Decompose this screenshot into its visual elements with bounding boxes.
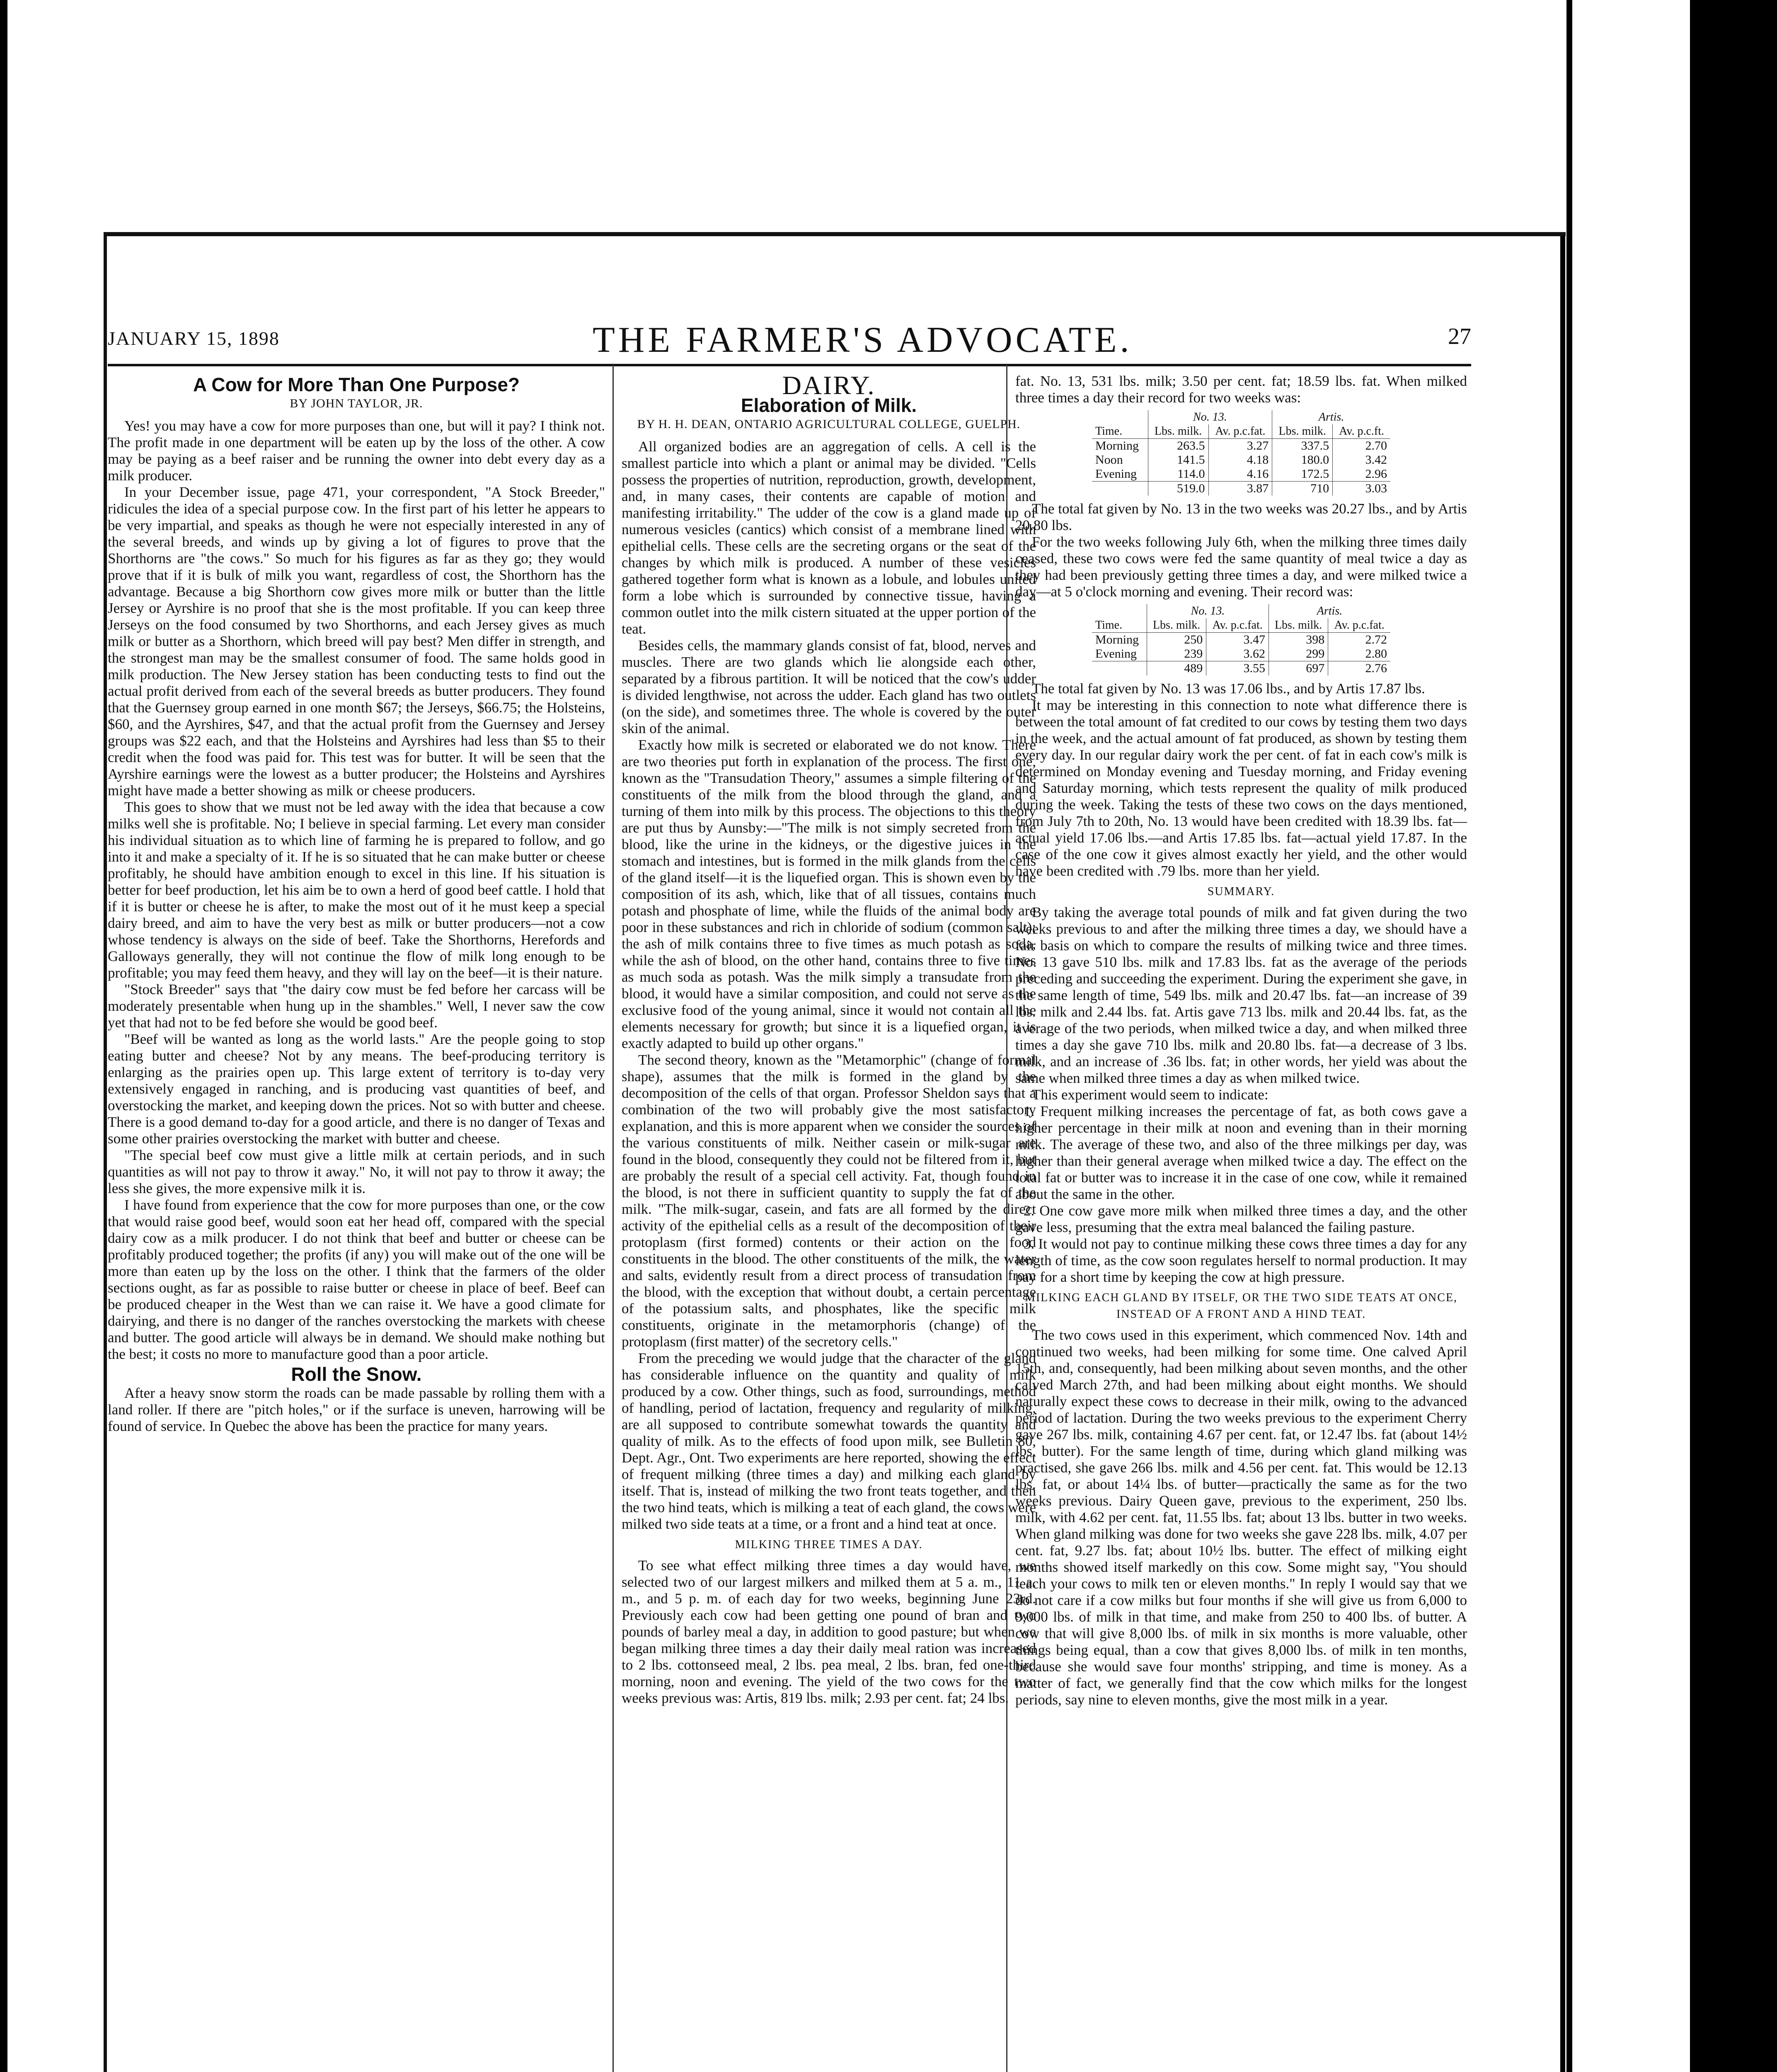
scan-edge-right	[1690, 0, 1777, 2072]
table-header: Time.	[1092, 618, 1147, 633]
masthead	[108, 315, 1471, 365]
table-header: Av. p.c.fat.	[1208, 424, 1272, 439]
table-row: Evening 239 3.62 299 2.80	[1092, 647, 1390, 661]
column-2	[622, 370, 1036, 1706]
paragraph: To see what effect milking three times a day would have, we selected two of our largest milkers and milked them at 5 a. m., 11 a. m., and 5 p. m. of each day for two weeks, beginning June 23rd. Previously each cow had been getting one pound of bran and two pounds of barley meal a day, in addition to good pasture; but when we began milking three times a day their daily meal ration was increased to 2 lbs. cottonseed meal, 2 lbs. pea meal, 2 lbs. bran, fed one-third morning, noon and evening. The yield of the two cows for the two weeks previous was: Artis, 819 lbs. milk; 2.93 per cent. fat; 24 lbs.	[622, 1557, 1036, 1706]
table-total-row: 519.0 3.87 710 3.03	[1092, 482, 1390, 496]
column-3	[1015, 373, 1467, 1708]
table-header: Av. p.c.ft.	[1333, 424, 1390, 439]
paragraph: "Beef will be wanted as long as the world lasts." Are the people going to stop eating butter and cheese? Not by any means. The beef-producing territory is enlarging as the prairies open up. This large extent of territory is to-day very extensively engaged in ranching, and is producing vast quantities of beef, and overstocking the market, and keeping down the prices. Not so with butter and cheese. There is a good demand to-day for a good article, and there is no danger of Texas and some other prairies overstocking the market with butter and cheese.	[108, 1031, 605, 1147]
cow-label: Artis.	[1269, 604, 1391, 618]
table-row: Morning 250 3.47 398 2.72	[1092, 633, 1390, 647]
paragraph: The second theory, known as the "Metamorphic" (change of formal shape), assumes that the milk is formed in the gland by the decomposition of the cells of that organ. Professor Sheldon says that a combination of the two will probably give the most satisfactory explanation, and this is more apparent when we consider the sources of the various constituents of milk. Neither casein or milk-sugar are found in the blood, consequently they could not be filtered from it, but are probably the result of a special cell activity. Fat, though found in the blood, is not there in sufficient quantity to supply the fat of the milk. "The milk-sugar, casein, and fats are all formed by the direct activity of the epithelial cells as a result of the decomposition of their protoplasm (first formed) contents or their action on the food constituents in the blood. The other constituents of the milk, the water and salts, evidently result from a direct process of transudation from the blood, with the exception that without doubt, a certain percentage of the potassium salts, and phosphates, like the specific milk constituents, originate in the metamorphoris (change) of the protoplasm (first matter) of the secretory cells."	[622, 1052, 1036, 1350]
newspaper-title: THE FARMER'S ADVOCATE.	[593, 320, 1133, 360]
column-1	[108, 373, 605, 1435]
paragraph: "Stock Breeder" says that "the dairy cow must be fed before her carcass will be moderately presentable when hung up in the shambles." Well, I never saw the cow yet that had not to be fed before she would be good beef.	[108, 981, 605, 1031]
article-byline: BY JOHN TAYLOR, JR.	[290, 397, 423, 410]
table-header: Lbs. milk.	[1269, 618, 1328, 633]
cow-label: No. 13.	[1147, 604, 1269, 618]
paragraph: This goes to show that we must not be led away with the idea that because a cow milks well she is profitable. No; I believe in special farming. Let every man consider his individual situation as to which line of farming he is prepared to follow, and go into it and make a specialty of it. If he is so situated that he can make butter or cheese profitably, he should have ambition enough to excel in this line. If his situation is better for beef production, let his aim be to own a herd of good beef cattle. I hold that if it is butter or cheese he is after, to make the most out of it he must keep a special dairy breed, and aim to have the very best as milk or butter producers—not a cow whose tendency is always on the side of beef. Take the Shorthorns, Herefords and Galloways generally, they will not continue the flow of milk long enough to be profitable; you may feed them heavy, and they will lay on the beef—it is their nature.	[108, 799, 605, 981]
table-header: Time.	[1092, 424, 1148, 439]
subheading: MILKING EACH GLAND BY ITSELF, OR THE TWO SIDE TEATS AT ONCE, INSTEAD OF A FRONT AND A HIND TEAT.	[1024, 1291, 1458, 1321]
paragraph: All organized bodies are an aggregation of cells. A cell is the smallest particle into which a plant or animal may be divided. "Cells possess the properties of nutrition, reproduction, growth, development, and, in many cases, their contents are capable of motion and manifesting irritability." The udder of the cow is a gland made up of numerous vesicles (cantics) which consist of a membrane lined with epithelial cells. These cells are the secreting organs or the seat of the changes by which milk is produced. A number of these vesicles gathered together form what is known as a lobule, and lobules united form a lobe which is surrounded by connective tissue, having a common outlet into the milk cistern situated at the upper portion of the teat.	[622, 438, 1036, 637]
table-total-row: 489 3.55 697 2.76	[1092, 661, 1390, 676]
paragraph: I have found from experience that the cow for more purposes than one, or the cow that would raise good beef, would soon eat her head off, compared with the special dairy cow as a milk producer. I do not think that beef and butter or cheese can be profitably produced together; the profits (if any) you will make out of the one will be more than eaten up by the loss on the other. I think that the farmers of the older sections ought, as far as possible to raise butter or cheese in place of beef. Beef can be produced cheaper in the West than we can raise it. We have a good climate for dairying, and there is no danger of the ranches overstocking the markets with cheese and butter. The good article will always be in demand. We should make nothing but the best; it costs no more to manufacture good than a poor article.	[108, 1197, 605, 1362]
table-header: Lbs. milk.	[1147, 618, 1206, 633]
table-row: Noon 141.5 4.18 180.0 3.42	[1092, 453, 1390, 467]
cow-label: Artis.	[1272, 410, 1390, 424]
paragraph: For the two weeks following July 6th, when the milking three times daily ceased, these two cows were fed the same quantity of meal twice a day as they had been previously getting three times a day, and were milked twice a day—at 5 o'clock morning and evening. Their record was:	[1015, 534, 1467, 600]
scan-gutter-line	[1566, 0, 1572, 2072]
table-row: Morning 263.5 3.27 337.5 2.70	[1092, 439, 1390, 453]
subheading: SUMMARY.	[1207, 885, 1275, 898]
article-title: Elaboration of Milk.	[741, 395, 917, 416]
record-table-two-milkings	[1092, 604, 1390, 675]
findings-list	[1015, 1103, 1467, 1285]
list-item: 3. It would not pay to continue milking these cows three times a day for any length of time, as the cow soon regulates herself to normal production. It may pay for a short time by keeping the cow at high pressure.	[1015, 1236, 1467, 1285]
article-byline: BY H. H. DEAN, ONTARIO AGRICULTURAL COLLEGE, GUELPH.	[637, 417, 1021, 431]
list-item: 1. Frequent milking increases the percentage of fat, as both cows gave a higher percentage in their milk at noon and evening than in their morning milk. The average of these two, and also of the three milkings per day, was higher than their general average when milked twice a day. The effect on the total fat or butter was to increase it in the case of one cow, while it remained about the same in the other.	[1015, 1103, 1467, 1202]
paragraph: The two cows used in this experiment, which commenced Nov. 14th and continued two weeks, had been milking for some time. One calved April 15th, and, consequently, had been milking about seven months, and the other calved March 27th, and had been milking about eight months. We should naturally expect these cows to decrease in their milk, owing to the advanced period of lactation. During the two weeks previous to the experiment Cherry gave 267 lbs. milk, containing 4.67 per cent. fat, or 12.47 lbs. fat (about 14½ lbs. butter). For the same length of time, during which gland milking was practised, she gave 266 lbs. milk and 4.56 per cent. fat. This would be 12.13 lbs. fat, or about 14¼ lbs. of butter—practically the same as for the two weeks previous. Dairy Queen gave, previous to the experiment, 250 lbs. milk, with 4.62 per cent. fat, 11.55 lbs. fat; about 13 lbs. butter in two weeks. When gland milking was done for two weeks she gave 228 lbs. milk, 4.07 per cent. fat, 9.27 lbs. fat; about 10½ lbs. butter. The effect of milking eight months showed itself markedly on this cow. Some might say, "You should teach your cows to milk ten or eleven months." In reply I would say that we do not care if a cow milks but four months if she will give us from 6,000 to 9,000 lbs. of milk in that time, and make from 250 to 400 lbs. of butter. A cow that will give 8,000 lbs. of milk in six months is more valuable, other things being equal, than a cow that gives 8,000 lbs. of milk in ten months, because she would save four months' stripping, and time is money. As a matter of fact, we generally find that the cow which milks for the longest periods, say nine to eleven months, give the most milk in a year.	[1015, 1327, 1467, 1708]
paragraph: Besides cells, the mammary glands consist of fat, blood, nerves and muscles. There are two glands which lie alongside each other, separated by a fibrous partition. It will be noticed that the cow's udder is divided lengthwise, not across the udder. Each gland has two outlets (on the side), and sometimes three. The whole is covered by the outer skin of the animal.	[622, 637, 1036, 736]
table-row: Evening 114.0 4.16 172.5 2.96	[1092, 467, 1390, 482]
record-table-three-milkings	[1092, 410, 1390, 496]
column-rule-1	[613, 365, 614, 2072]
table-header: Av. p.c.fat.	[1328, 618, 1390, 633]
issue-date: JANUARY 15, 1898	[108, 328, 280, 349]
article-title: A Cow for More Than One Purpose?	[193, 374, 520, 395]
paragraph: It may be interesting in this connection to note what difference there is between the total amount of fat credited to our cows by testing them two days in the week, and the actual amount of fat produced, as shown by testing them every day. In our regular dairy work the per cent. of fat in each cow's milk is determined on Monday evening and Tuesday morning, and Friday evening and Saturday morning, which tests represent the quality of milk produced during the week. Taking the tests of these two cows on the days mentioned, from July 7th to 20th, No. 13 would have been credited with 18.39 lbs. fat—actual yield 17.06 lbs.—and Artis 17.85 lbs. fat—actual yield 17.87. In the case of the one cow it gives almost exactly her yield, and the other would have been credited with .79 lbs. more than her yield.	[1015, 697, 1467, 879]
cow-label: No. 13.	[1148, 410, 1272, 424]
section-heading: DAIRY.	[782, 370, 876, 400]
paragraph: fat. No. 13, 531 lbs. milk; 3.50 per cent. fat; 18.59 lbs. fat. When milked three times a day their record for two weeks was:	[1015, 373, 1467, 406]
paragraph: The total fat given by No. 13 was 17.06 lbs., and by Artis 17.87 lbs.	[1032, 680, 1425, 697]
table-header: Lbs. milk.	[1148, 424, 1208, 439]
list-item: 2. One cow gave more milk when milked three times a day, and the other gave less, presuming that the extra meal balanced the failing pasture.	[1015, 1203, 1467, 1235]
paragraph: Exactly how milk is secreted or elaborated we do not know. There are two theories put forth in explanation of the process. The first one, known as the "Transudation Theory," assumes a simple filtering of the constituents of the milk from the blood through the gland, and a turning of them into milk by this process. The objections to this theory are put thus by Aunsby:—"The milk is not simply secreted from the blood, like the urine in the kidneys, or the digestive juices in the stomach and intestines, but is formed in the milk glands from the cells of the gland itself—it is the liquefied organ. This is shown even by the composition of its ash, which, like that of all tissues, contains much potash and phosphate of lime, while the fluids of the animal body are poor in these substances and rich in chloride of sodium (common salt); the ash of milk contains three to five times as much potash as soda, while the ash of blood, on the other hand, contains three to five times as much soda as potash. Was the milk simply a transudate from the blood, it would have a similar composition, and could not serve as the exclusive food of the young animal, since it would not contain all the elements necessary for growth; but since it is a liquefied organ, it is exactly adapted to build up other organs."	[622, 737, 1036, 1051]
scan-edge-left	[0, 0, 7, 2072]
paragraph: The total fat given by No. 13 in the two weeks was 20.27 lbs., and by Artis 20.80 lbs.	[1015, 501, 1467, 533]
masthead-rule	[108, 364, 1471, 366]
page-number: 27	[1448, 324, 1471, 349]
paragraph: "The special beef cow must give a little milk at certain periods, and in such quantities as will not pay to throw it away." No, it will not pay to throw it away; the less she gives, the more expensive milk it is.	[108, 1147, 605, 1196]
subheading: MILKING THREE TIMES A DAY.	[735, 1538, 923, 1551]
paragraph: This experiment would seem to indicate:	[1032, 1087, 1269, 1103]
paragraph: From the preceding we would judge that the character of the gland has considerable influence on the quantity and quality of milk produced by a cow. Other things, such as food, surroundings, method of handling, period of lactation, frequency and regularity of milking, are all supposed to contribute somewhat towards the quantity and quality of milk. As to the effects of food upon milk, see Bulletin 80, Dept. Agr., Ont. Two experiments are here reported, showing the effect of frequent milking (three times a day) and milking each gland by itself. That is, instead of milking the two front teats together, and then the two hind teats, which is milking a teat of each gland, the cows were milked two side teats at a time, or a front and a hind teat at once.	[622, 1350, 1036, 1532]
article-title: Roll the Snow.	[291, 1363, 422, 1385]
paragraph: In your December issue, page 471, your correspondent, "A Stock Breeder," ridicules the idea of a special purpose cow. In the first part of his letter he appears to be very impartial, and speaks as though he were not especially interested in any of the several breeds, and winds up by giving a lot of figures to prove that the Shorthorns are "the cows." So much for his figures as far as they go; they would prove that if it is bulk of milk you want, regardless of cost, the Shorthorn has the advantage. Because a big Shorthorn cow gives more milk or butter than the little Jersey or Ayrshire is no proof that she is the most profitable. If you can keep three Jerseys on the food consumed by two Shorthorns, and each Jersey gives as much milk or butter as a Shorthorn, which breed will pay best? Men differ in strength, and the strongest man may be the smallest consumer of food. The same holds good in milk production. The New Jersey station has been conducting tests to find out the actual profit derived from each of the several breeds as butter producers. They found that the Guernsey group earned in one month $67; the Jerseys, $66.75; the Holsteins, $60, and the Ayrshires, $47, and that the actual profit from the Guernsey and Jersey groups was $22 each, and that the Holsteins and Ayrshires had less than $5 to their credit when the food was paid for. This test was for butter. It will be seen that the Ayrshire earnings were the lowest as a butter producer; the Holsteins and Ayrshires might have made a better showing as milk or cheese producers.	[108, 484, 605, 799]
table-header: Av. p.c.fat.	[1206, 618, 1269, 633]
paragraph: After a heavy snow storm the roads can be made passable by rolling them with a land roller. If there are "pitch holes," or if the surface is uneven, harrowing will be found of service. In Quebec the above has been the practice for many years.	[108, 1385, 605, 1434]
table-header: Lbs. milk.	[1272, 424, 1333, 439]
paragraph: Yes! you may have a cow for more purposes than one, but will it pay? I think not. The profit made in one department will be eaten up by the loss of the other. A cow may be paying as a beef raiser and be running the owner into debt every day as a milk producer.	[108, 418, 605, 484]
paragraph: By taking the average total pounds of milk and fat given during the two weeks previous to and after the milking three times a day, we should have a fair basis on which to compare the results of milking twice and three times. No. 13 gave 510 lbs. milk and 17.83 lbs. fat as the average of the periods preceding and succeeding the experiment. During the experiment she gave, in the same length of time, 549 lbs. milk and 20.47 lbs. fat—an increase of 39 lbs. milk and 2.44 lbs. fat. Artis gave 713 lbs. milk and 20.44 lbs. fat, as the average of the two periods, when milked twice a day, and when milked three times a day she gave 710 lbs. milk and 20.80 lbs. fat—a decrease of 3 lbs. milk, and an increase of .36 lbs. fat; in other words, her yield was about the same when milked three times a day as when milked twice.	[1015, 904, 1467, 1086]
